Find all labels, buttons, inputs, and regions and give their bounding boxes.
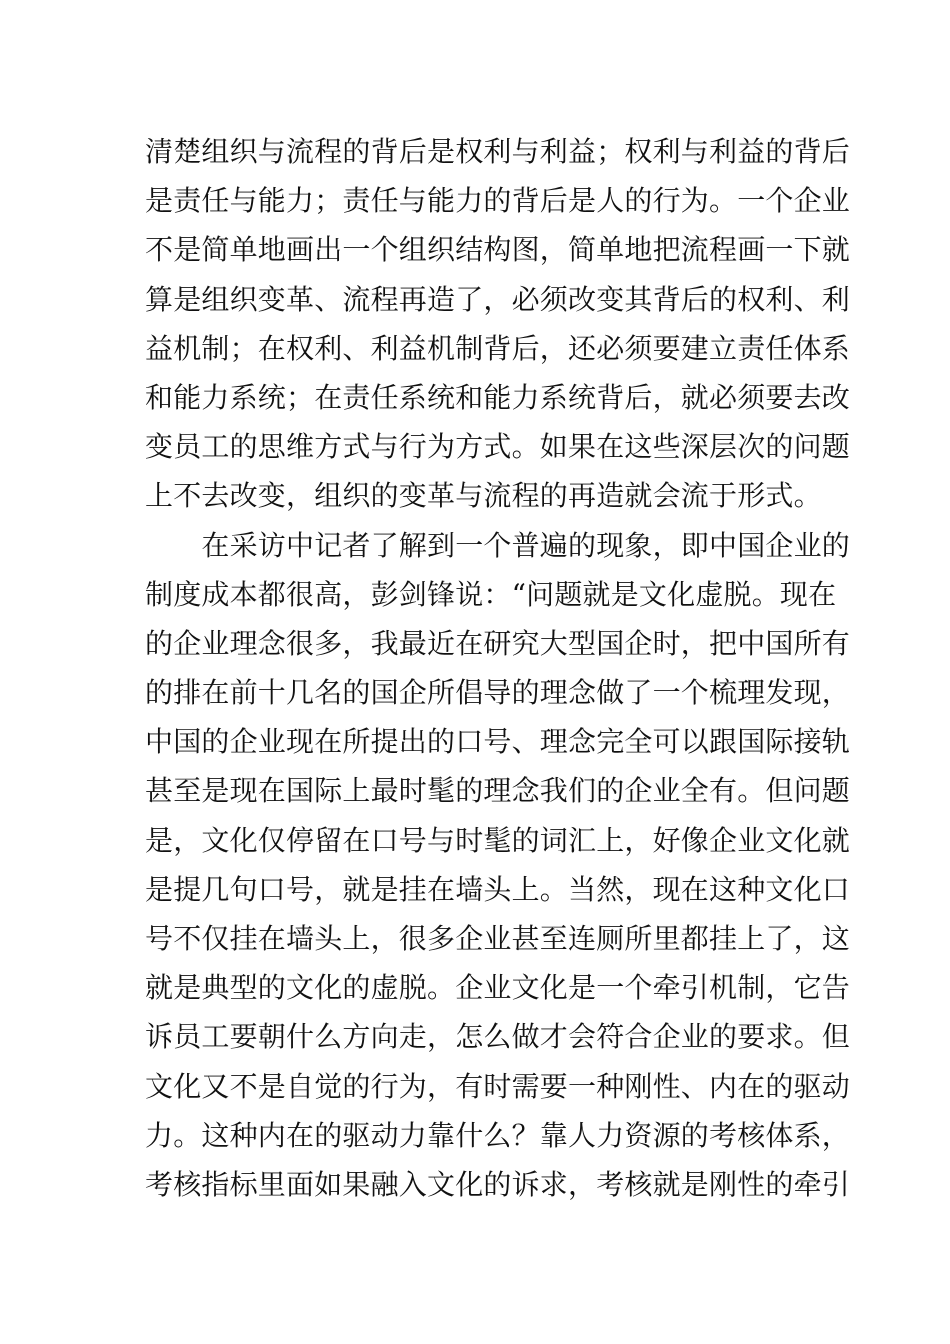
body-text <box>145 127 851 1209</box>
text-line: 算是组织变革、流程再造了，必须改变其背后的权利、利 <box>145 282 851 316</box>
text-line: 的企业理念很多，我最近在研究大型国企时，把中国所有 <box>145 626 851 660</box>
text-line: 清楚组织与流程的背后是权利与利益；权利与利益的背后 <box>145 135 851 168</box>
text-line: 变员工的思维方式与行为方式。如果在这些深层次的问题 <box>145 430 851 464</box>
text-line: 是提几句口号，就是挂在墙头上。当然，现在这种文化口 <box>145 872 851 906</box>
text-line: 益机制；在权利、利益机制背后，还必须要建立责任体系 <box>145 331 851 365</box>
text-line: 是责任与能力；责任与能力的背后是人的行为。一个企业 <box>145 184 851 218</box>
text-line: 诉员工要朝什么方向走，怎么做才会符合企业的要求。但 <box>145 1020 851 1054</box>
text-line: 和能力系统；在责任系统和能力系统背后，就必须要去改 <box>145 380 851 414</box>
text-line: 力。这种内在的驱动力靠什么？靠人力资源的考核体系， <box>145 1118 851 1152</box>
text-line: 甚至是现在国际上最时髦的理念我们的企业全有。但问题 <box>145 774 851 808</box>
text-line: 考核指标里面如果融入文化的诉求，考核就是刚性的牵引 <box>145 1167 851 1201</box>
text-line: 号不仅挂在墙头上，很多企业甚至连厕所里都挂上了，这 <box>145 922 851 955</box>
text-line: 中国的企业现在所提出的口号、理念完全可以跟国际接轨 <box>145 725 851 759</box>
text-line: 上不去改变，组织的变革与流程的再造就会流于形式。 <box>145 479 822 513</box>
text-line: 就是典型的文化的虚脱。企业文化是一个牵引机制，它告 <box>145 971 851 1005</box>
text-line: 制度成本都很高，彭剑锋说：“问题就是文化虚脱。现在 <box>145 577 837 611</box>
text-line: 文化又不是自觉的行为，有时需要一种刚性、内在的驱动 <box>145 1069 851 1103</box>
text-line: 在采访中记者了解到一个普遍的现象，即中国企业的 <box>145 528 851 562</box>
text-line: 不是简单地画出一个组织结构图，简单地把流程画一下就 <box>145 233 851 267</box>
text-line: 的排在前十几名的国企所倡导的理念做了一个梳理发现， <box>145 676 851 710</box>
text-line: 是，文化仅停留在口号与时髦的词汇上，好像企业文化就 <box>145 823 851 857</box>
